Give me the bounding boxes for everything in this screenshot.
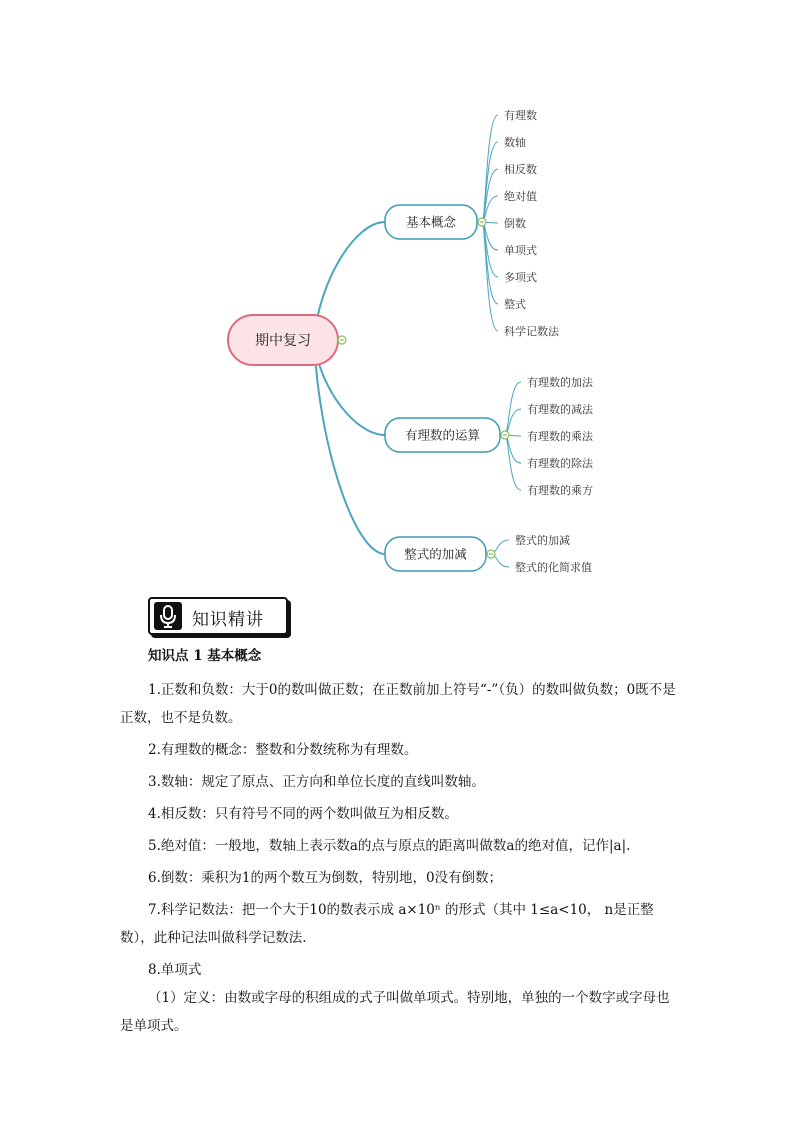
item-reciprocal: 6.倒数：乘积为1的两个数互为倒数，特别地，0没有倒数； (148, 870, 503, 886)
mind-map-branch (385, 418, 500, 452)
leaf-label: 多项式 (504, 271, 537, 284)
item-positive-negative: 1.正数和负数：大于0的数叫做正数；在正数前加上符号“-”（负）的数叫做负数；0既不是正数，也不是负数。 (120, 682, 676, 726)
branch-to-leaf-line (505, 435, 521, 463)
mind-map-nodes (228, 108, 594, 574)
item-monomial-definition: （1）定义：由数或字母的积组成的式子叫做单项式。特别地，单独的一个数字或字母也是单项式。 (120, 990, 670, 1034)
mind-map-root (228, 315, 338, 365)
leaf-label: 整式的化简求值 (515, 561, 592, 574)
badge-title: 知识精讲 (192, 610, 264, 630)
item-absolute-value: 5.绝对值：一般地，数轴上表示数a的点与原点的距离叫做数a的绝对值，记作|a|. (148, 838, 631, 854)
branch-collapse-toggle[interactable] (501, 431, 509, 439)
leaf-label: 有理数的减法 (527, 403, 593, 416)
microphone-icon (154, 602, 182, 630)
leaf-label: 科学记数法 (504, 325, 559, 338)
item-scientific-notation: 7.科学记数法：把一个大于10的数表示成 a×10ⁿ 的形式（其中 1≤a<10， n是正整数），此种记法叫做科学记数法. (120, 902, 654, 946)
leaf-label: 数轴 (504, 136, 526, 149)
leaf-label: 倒数 (504, 217, 526, 230)
leaf-label: 整式 (504, 298, 526, 311)
leaf-label: 有理数的乘法 (527, 430, 593, 443)
item-number-line: 3.数轴：规定了原点、正方向和单位长度的直线叫数轴。 (148, 774, 485, 790)
leaf-label: 单项式 (504, 244, 537, 257)
badge-frame (148, 597, 288, 635)
root-collapse-toggle[interactable] (338, 336, 346, 344)
branch-collapse-toggle[interactable] (487, 550, 495, 558)
leaf-label: 有理数 (504, 109, 537, 122)
knowledge-content (120, 642, 680, 1040)
branch-to-leaf-line (482, 169, 498, 222)
leaf-label: 相反数 (504, 163, 537, 176)
branch-label: 有理数的运算 (404, 427, 481, 443)
leaf-label: 整式的加减 (515, 534, 570, 547)
leaf-label: 有理数的乘方 (527, 484, 593, 497)
leaf-label: 绝对值 (504, 190, 537, 203)
item-rational-number: 2.有理数的概念：整数和分数统称为有理数。 (148, 742, 418, 758)
branch-label: 基本概念 (405, 214, 457, 230)
section-heading: 知识点 1 基本概念 (148, 648, 262, 664)
mind-map-branch (385, 205, 477, 239)
mind-map-branch (385, 537, 486, 571)
leaf-label: 有理数的除法 (527, 457, 593, 470)
branch-collapse-toggle[interactable] (478, 218, 486, 226)
root-label: 期中复习 (255, 333, 311, 349)
leaf-label: 有理数的加法 (527, 376, 593, 389)
branch-label: 整式的加减 (404, 546, 467, 562)
section-badge (148, 597, 288, 635)
root-to-branch-line (314, 340, 385, 554)
item-monomial-heading: 8.单项式 (148, 962, 202, 978)
item-opposite-number: 4.相反数：只有符号不同的两个数叫做互为相反数。 (148, 806, 458, 822)
branch-to-leaf-line (505, 382, 521, 435)
